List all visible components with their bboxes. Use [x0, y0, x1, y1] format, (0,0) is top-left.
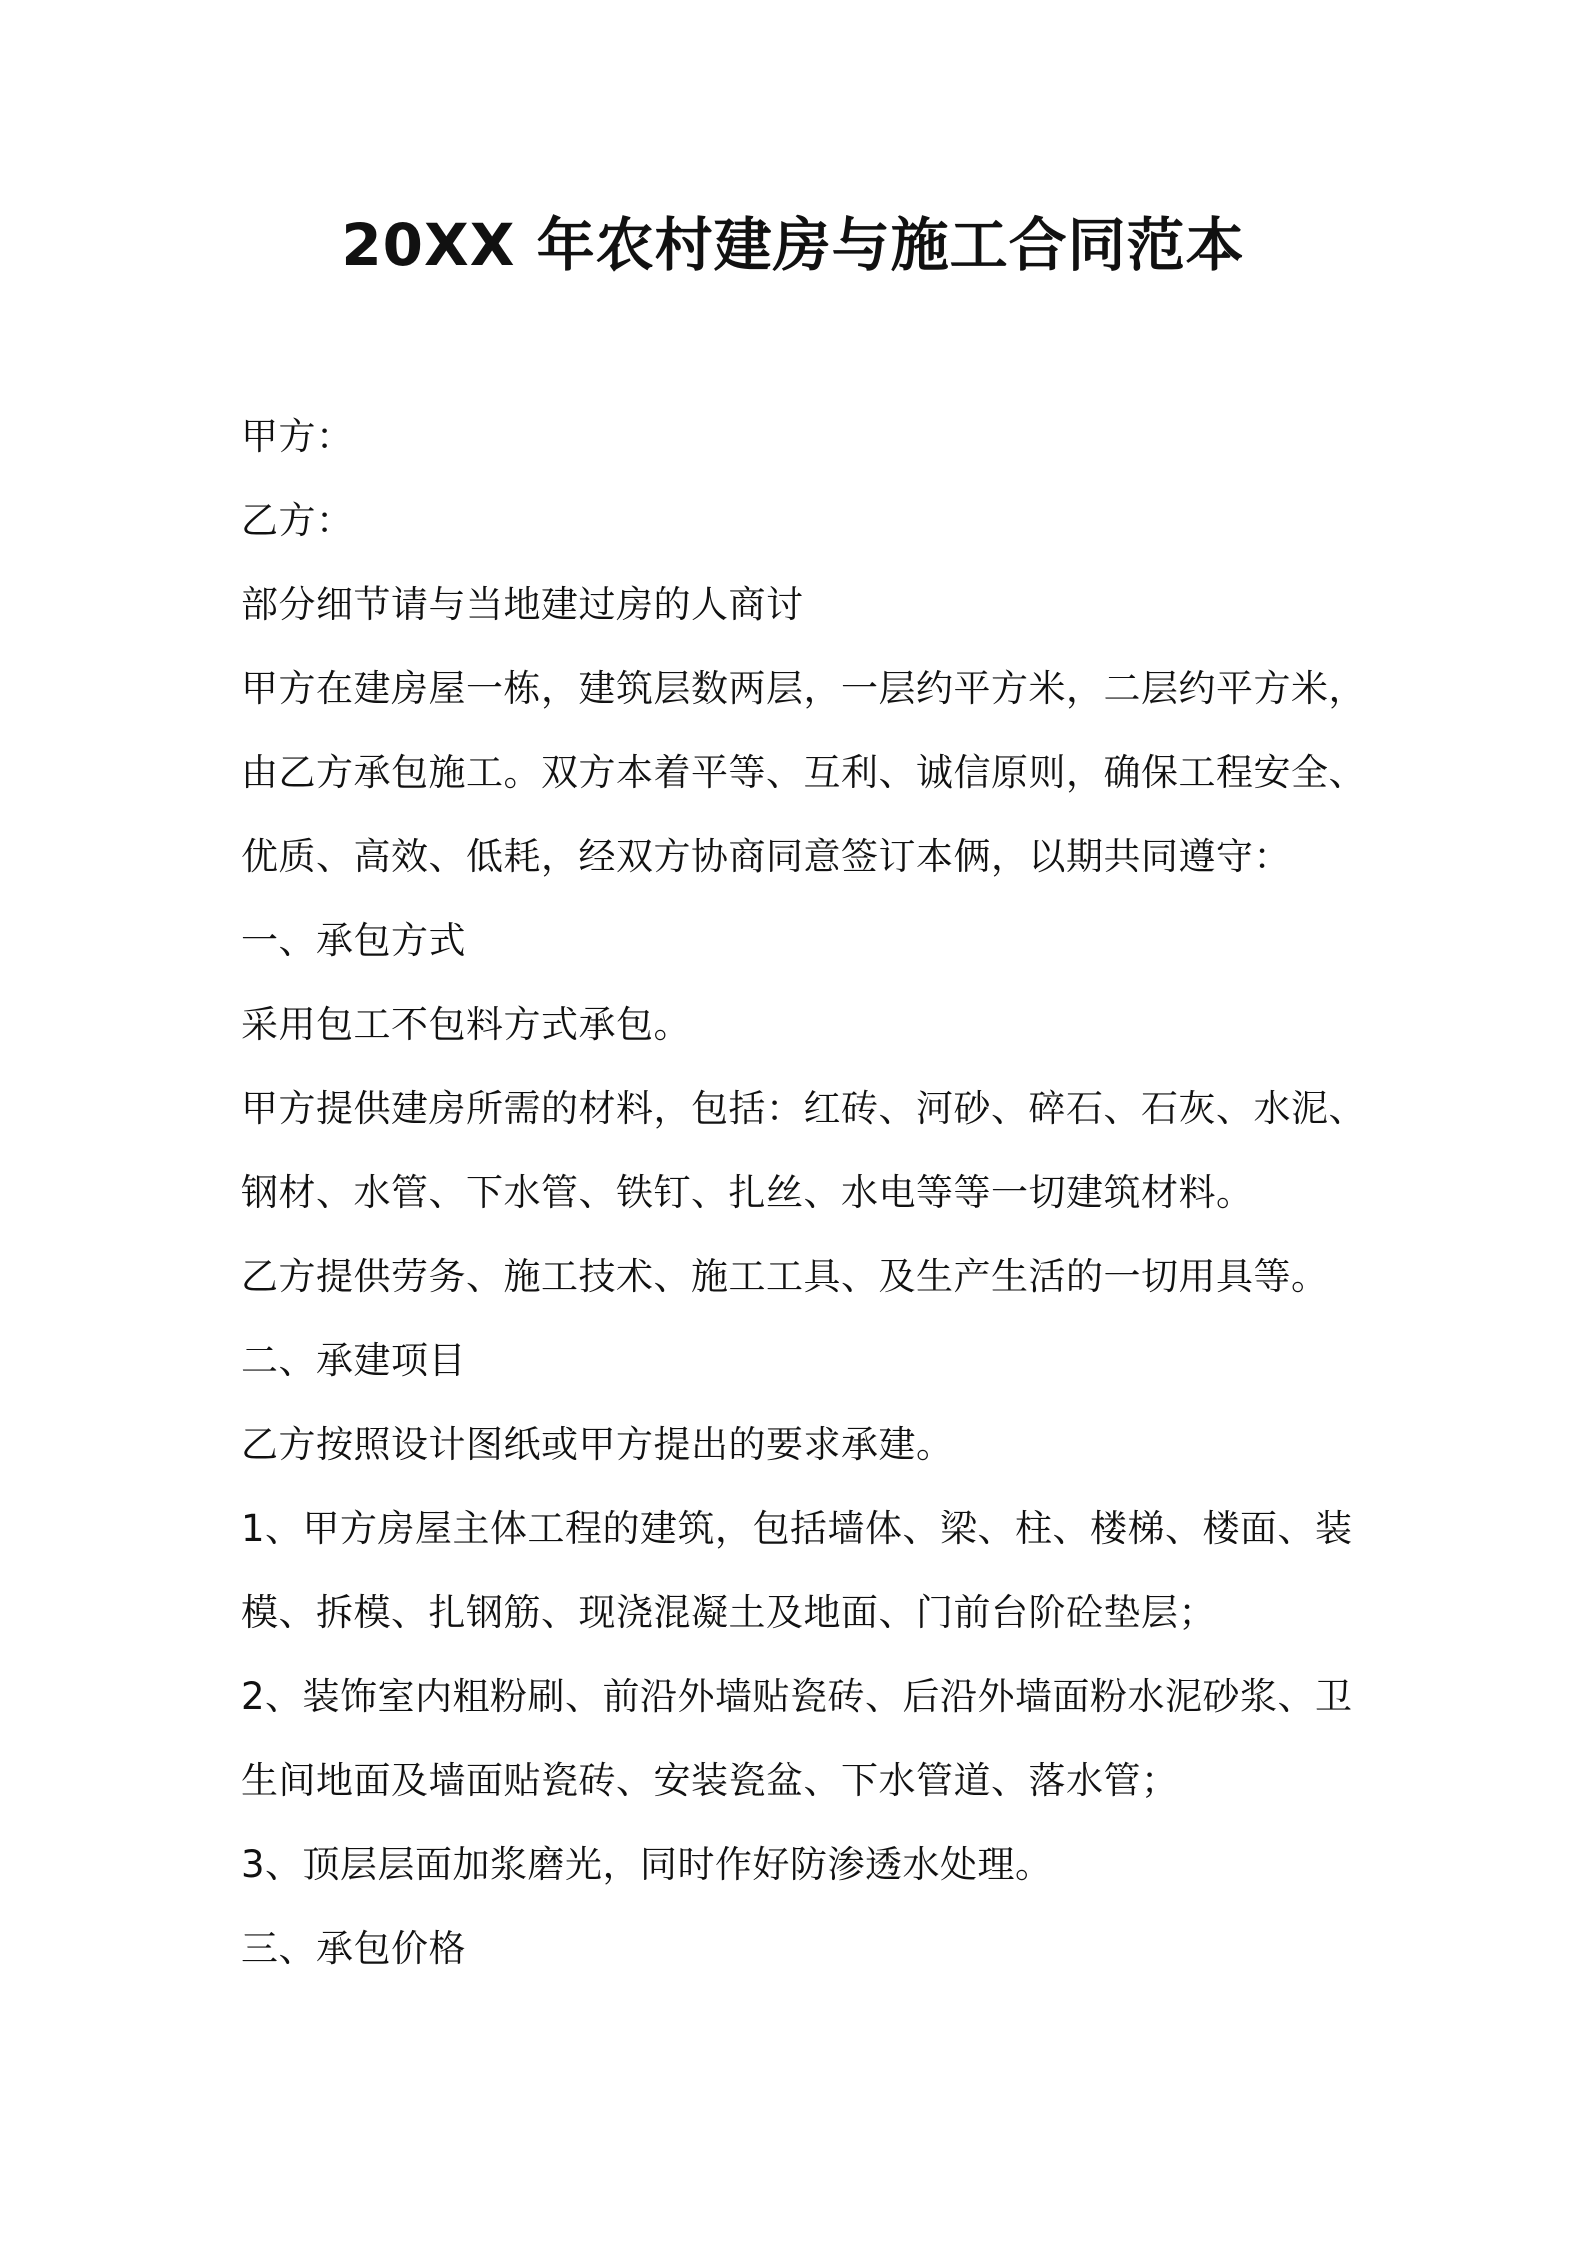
list-item-line: 3、顶层层面加浆磨光，同时作好防渗透水处理。	[241, 1843, 1053, 1886]
paragraph-line: 钢材、水管、下水管、铁钉、扎丝、水电等等一切建筑材料。	[241, 1171, 1254, 1214]
paragraph-line: 乙方按照设计图纸或甲方提出的要求承建。	[241, 1423, 954, 1466]
note-line: 部分细节请与当地建过房的人商讨	[241, 583, 804, 626]
paragraph-line: 甲方提供建房所需的材料，包括：红砖、河砂、碎石、石灰、水泥、	[241, 1087, 1366, 1130]
list-item-line: 模、拆模、扎钢筋、现浇混凝土及地面、门前台阶砼垫层；	[241, 1591, 1216, 1634]
list-item-line: 生间地面及墙面贴瓷砖、安装瓷盆、下水管道、落水管；	[241, 1759, 1179, 1802]
paragraph-line: 乙方提供劳务、施工技术、施工工具、及生产生活的一切用具等。	[241, 1255, 1329, 1298]
document-title: 20XX 年农村建房与施工合同范本	[341, 211, 1245, 279]
party-b-line: 乙方：	[241, 499, 354, 542]
section-heading-3: 三、承包价格	[241, 1927, 466, 1970]
paragraph-line: 采用包工不包料方式承包。	[241, 1003, 691, 1046]
section-heading-1: 一、承包方式	[241, 919, 466, 962]
list-item-line: 2、装饰室内粗粉刷、前沿外墙贴瓷砖、后沿外墙面粉水泥砂浆、卫	[241, 1675, 1353, 1718]
paragraph-line: 由乙方承包施工。双方本着平等、互利、诚信原则，确保工程安全、	[241, 751, 1366, 794]
paragraph-line: 优质、高效、低耗，经双方协商同意签订本俩，以期共同遵守：	[241, 835, 1291, 878]
paragraph-line: 甲方在建房屋一栋，建筑层数两层，一层约平方米，二层约平方米，	[241, 667, 1366, 710]
party-a-line: 甲方：	[241, 415, 354, 458]
list-item-line: 1、甲方房屋主体工程的建筑，包括墙体、梁、柱、楼梯、楼面、装	[241, 1507, 1353, 1550]
section-heading-2: 二、承建项目	[241, 1339, 466, 1382]
